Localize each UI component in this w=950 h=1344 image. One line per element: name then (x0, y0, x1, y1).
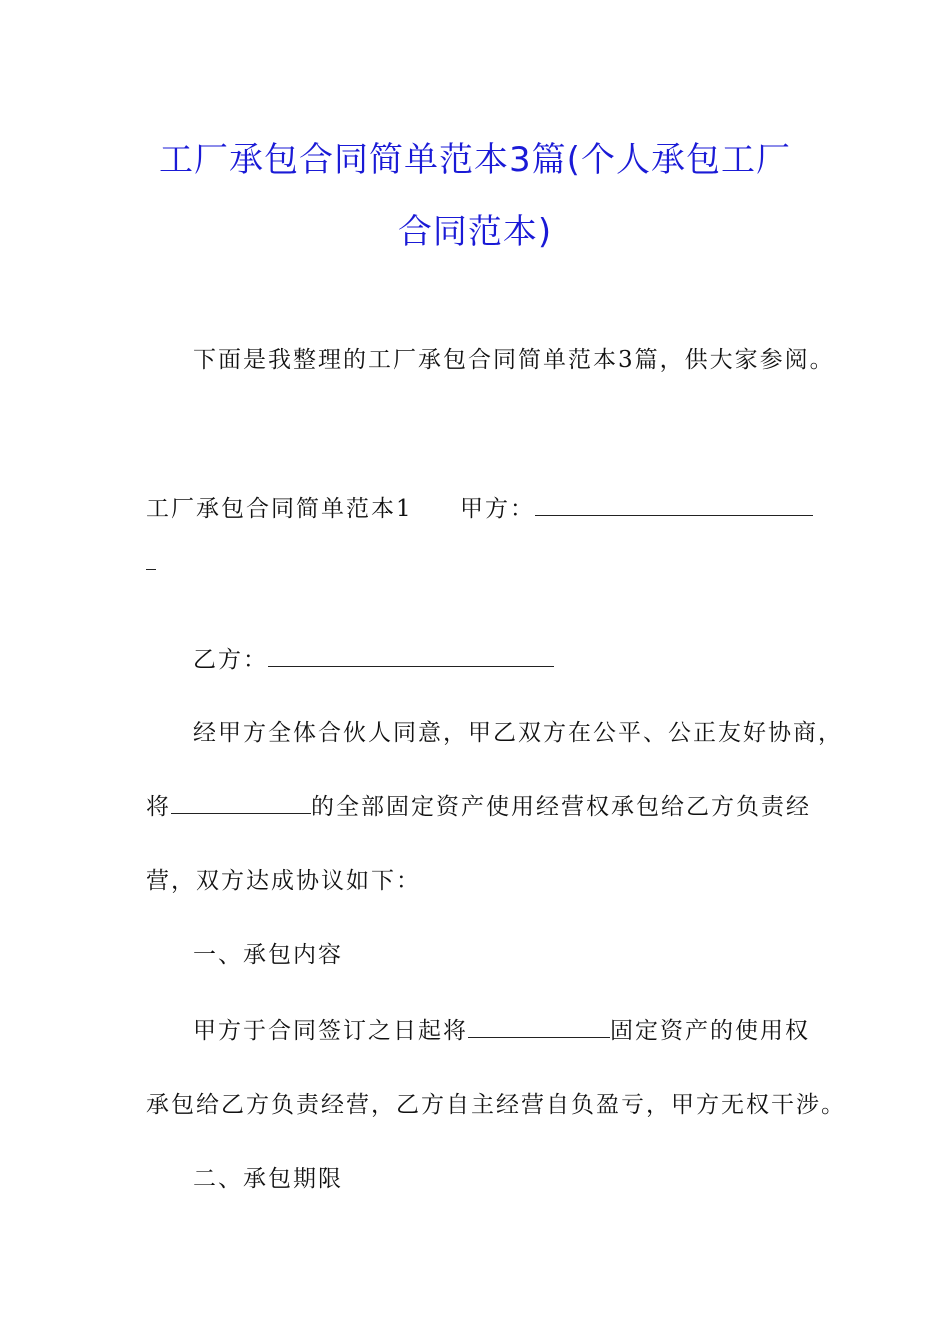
intro-paragraph: 下面是我整理的工厂承包合同简单范本3篇，供大家参阅。 (193, 347, 835, 373)
party-a-blank-continuation (146, 548, 156, 578)
para2-line1: 甲方于合同签订之日起将 固定资产的使用权 (193, 1018, 810, 1044)
document-title-line1: 工厂承包合同简单范本3篇(个人承包工厂 (159, 140, 791, 180)
para1-line1: 经甲方全体合伙人同意，甲乙双方在公平、公正友好协商， (193, 720, 843, 746)
para2-line2: 承包给乙方负责经营，乙方自主经营自负盈亏，甲方无权干涉。 (146, 1092, 846, 1118)
asset-blank (468, 1017, 610, 1038)
heading-contract-term: 二、承包期限 (193, 1166, 343, 1192)
section1-label: 工厂承包合同简单范本1 (146, 496, 413, 522)
para1-line3: 营，双方达成协议如下： (146, 868, 421, 894)
party-b-blank (268, 646, 554, 667)
para1-line2: 将 的全部固定资产使用经营权承包给乙方负责经 (146, 794, 811, 820)
heading-contract-content: 一、承包内容 (193, 942, 343, 968)
asset-owner-blank (171, 793, 311, 814)
party-b-label: 乙方： (193, 647, 268, 673)
party-a-line (460, 494, 813, 524)
party-a-blank (535, 495, 813, 516)
document-title-line2: 合同范本) (397, 212, 553, 252)
party-b-line (193, 645, 554, 675)
party-a-label: 甲方： (460, 496, 535, 522)
